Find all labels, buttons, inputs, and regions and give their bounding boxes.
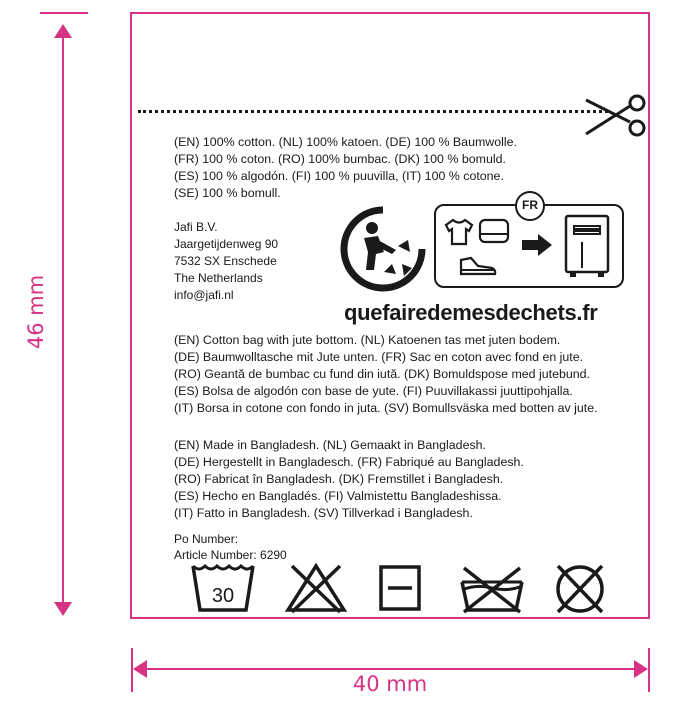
composition-line: (ES) 100 % algodón. (FI) 100 % puuvilla, (IT) 100 % cotone. <box>174 169 504 183</box>
origin-line: (IT) Fatto in Bangladesh. (SV) Tillverkad i Bangladesh. <box>174 506 473 520</box>
recycling-container-icon <box>564 214 610 278</box>
tshirt-icon <box>444 218 474 246</box>
recycling-url: quefairedemesdechets.fr <box>344 300 598 325</box>
no-bleach-icon <box>284 562 348 614</box>
description-line: (IT) Borsa in cotone con fondo in juta. (SV) Bomullsväska med botten av jute. <box>174 401 598 415</box>
description-line: (RO) Geantă de bumbac cu fund din iută. (DK) Bomuldspose med jutebund. <box>174 367 590 381</box>
origin-block <box>174 437 524 522</box>
triman-icon <box>340 206 426 292</box>
fr-badge <box>515 191 545 221</box>
no-tumble-dry-icon <box>456 562 528 614</box>
company-email: info@jafi.nl <box>174 288 234 302</box>
wash-30-icon <box>190 562 256 612</box>
numbers-block <box>174 531 287 563</box>
origin-line: (EN) Made in Bangladesh. (NL) Gemaakt in Bangladesh. <box>174 438 486 452</box>
description-block <box>174 332 598 417</box>
linen-icon <box>478 218 510 246</box>
composition-line: (SE) 100 % bomull. <box>174 186 281 200</box>
description-line: (DE) Baumwolltasche mit Jute unten. (FR) Sac en coton avec fond en jute. <box>174 350 584 364</box>
address-street: Jaargetijdenweg 90 <box>174 237 279 251</box>
no-dry-clean-icon <box>552 562 608 616</box>
address-postal: 7532 SX Enschede <box>174 254 277 268</box>
dry-flat-icon <box>378 562 422 614</box>
height-arrow-bottom-icon <box>54 600 72 616</box>
cut-line <box>138 110 608 113</box>
care-label <box>130 12 650 619</box>
address-country: The Netherlands <box>174 271 263 285</box>
height-dimension-line <box>62 28 64 612</box>
company-name: Jafi B.V. <box>174 220 218 234</box>
width-tick-right <box>648 648 650 692</box>
origin-line: (DE) Hergestellt in Bangladesch. (FR) Fabriqué au Bangladesh. <box>174 455 524 469</box>
composition-line: (FR) 100 % coton. (RO) 100% bumbac. (DK) 100 % bomuld. <box>174 152 506 166</box>
height-label: 46 mm <box>24 274 48 350</box>
wash-temperature: 30 <box>211 585 235 607</box>
scissors-icon <box>584 92 648 142</box>
height-tick-top <box>40 12 88 14</box>
height-arrow-top-icon <box>54 24 72 40</box>
shoe-icon <box>458 254 498 278</box>
description-line: (ES) Bolsa de algodón con base de yute. (FI) Puuvillakassi juuttipohjalla. <box>174 384 573 398</box>
article-number: Article Number: 6290 <box>174 548 287 562</box>
fr-badge-text: FR <box>522 198 538 212</box>
description-line: (EN) Cotton bag with jute bottom. (NL) Katoenen tas met juten bodem. <box>174 333 561 347</box>
composition-line: (EN) 100% cotton. (NL) 100% katoen. (DE) 100 % Baumwolle. <box>174 135 517 149</box>
width-arrow-left-icon <box>133 660 149 678</box>
width-arrow-right-icon <box>632 660 648 678</box>
arrow-right-icon <box>522 234 552 256</box>
composition-block <box>174 134 517 202</box>
width-dimension-line <box>140 668 640 670</box>
origin-line: (RO) Fabricat în Bangladesh. (DK) Fremstillet i Bangladesh. <box>174 472 504 486</box>
width-label: 40 mm <box>352 672 428 696</box>
po-number: Po Number: <box>174 532 239 546</box>
origin-line: (ES) Hecho en Bangladés. (FI) Valmistettu Bangladeshissa. <box>174 489 502 503</box>
company-address <box>174 219 278 304</box>
